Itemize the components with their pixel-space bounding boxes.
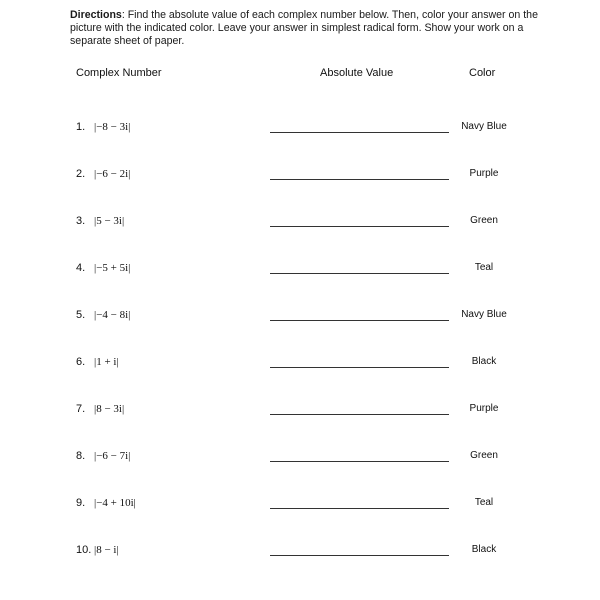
problem-number: 10. <box>76 544 92 556</box>
problem-number: 5. <box>76 309 86 321</box>
color-label: Navy Blue <box>461 121 507 132</box>
problem-row-3 <box>0 214 600 234</box>
complex-expression: |8 − 3i| <box>94 403 125 415</box>
color-label: Teal <box>474 497 494 508</box>
problem-row-1 <box>0 120 600 140</box>
problem-number: 8. <box>76 450 86 462</box>
problem-number: 6. <box>76 356 86 368</box>
color-label: Teal <box>474 262 494 273</box>
answer-blank[interactable] <box>270 414 449 415</box>
color-label: Green <box>470 450 498 461</box>
problem-row-5 <box>0 308 600 328</box>
problem-number: 2. <box>76 168 86 180</box>
problem-row-8 <box>0 449 600 469</box>
answer-blank[interactable] <box>270 320 449 321</box>
complex-expression: |−5 + 5i| <box>94 262 131 274</box>
complex-expression: |−6 − 2i| <box>94 168 131 180</box>
problem-row-4 <box>0 261 600 281</box>
answer-blank[interactable] <box>270 367 449 368</box>
complex-expression: |5 − 3i| <box>94 215 125 227</box>
answer-blank[interactable] <box>270 132 449 133</box>
problem-row-2 <box>0 167 600 187</box>
answer-blank[interactable] <box>270 461 449 462</box>
color-label: Purple <box>469 168 499 179</box>
problem-number: 9. <box>76 497 86 509</box>
directions-paragraph <box>70 9 540 48</box>
directions-label: Directions <box>70 9 122 21</box>
problem-row-9 <box>0 496 600 516</box>
answer-blank[interactable] <box>270 226 449 227</box>
complex-expression: |1 + i| <box>94 356 119 368</box>
complex-expression: |8 − i| <box>94 544 119 556</box>
problem-row-6 <box>0 355 600 375</box>
complex-expression: |−8 − 3i| <box>94 121 131 133</box>
directions-text: : Find the absolute value of each complex number below. Then, color your answer on the picture with the indicated color. Leave your answer in simplest radical form. Show your work on a separate sheet of paper. <box>70 9 538 47</box>
complex-expression: |−6 − 7i| <box>94 450 131 462</box>
color-label: Green <box>470 215 498 226</box>
header-complex-number: Complex Number <box>76 67 162 79</box>
problem-number: 7. <box>76 403 86 415</box>
problem-number: 1. <box>76 121 86 133</box>
answer-blank[interactable] <box>270 508 449 509</box>
color-label: Navy Blue <box>461 309 507 320</box>
answer-blank[interactable] <box>270 555 449 556</box>
answer-blank[interactable] <box>270 179 449 180</box>
complex-expression: |−4 − 8i| <box>94 309 131 321</box>
header-absolute-value: Absolute Value <box>320 67 394 79</box>
answer-blank[interactable] <box>270 273 449 274</box>
complex-expression: |−4 + 10i| <box>94 497 136 509</box>
problem-row-10 <box>0 543 600 563</box>
header-color: Color <box>469 67 496 79</box>
problem-number: 4. <box>76 262 86 274</box>
color-label: Purple <box>469 403 499 414</box>
color-label: Black <box>471 544 497 555</box>
problem-row-7 <box>0 402 600 422</box>
color-label: Black <box>471 356 497 367</box>
problem-number: 3. <box>76 215 86 227</box>
